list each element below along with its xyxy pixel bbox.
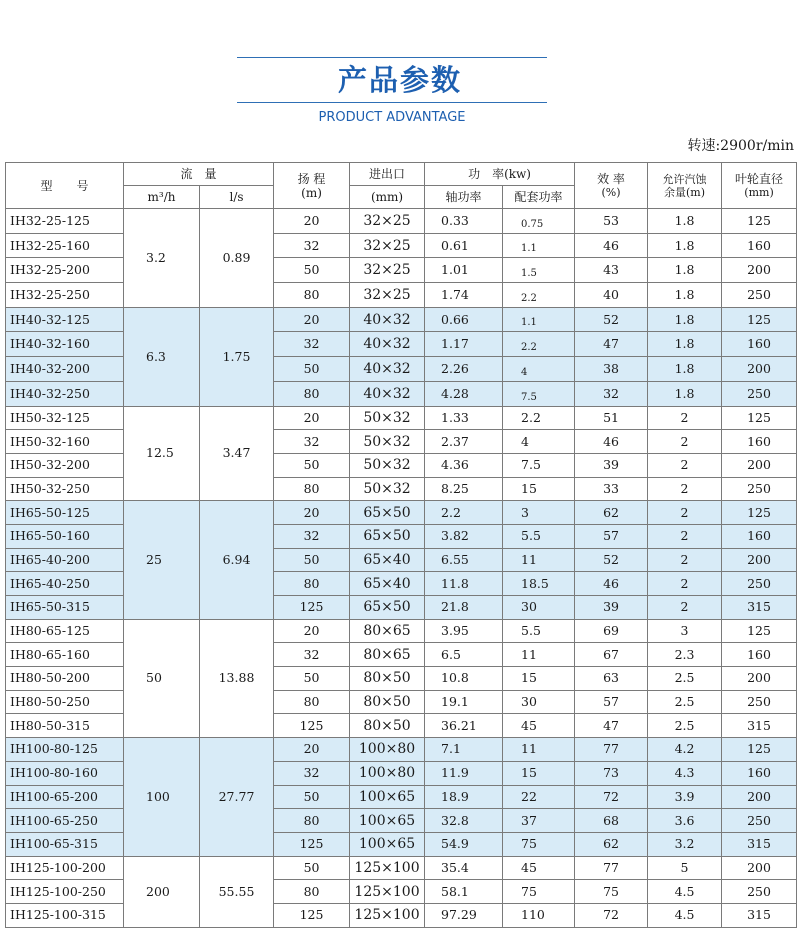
table-row — [6, 209, 797, 234]
cell-model: IH80-50-250 — [6, 690, 124, 714]
cell-impeller: 200 — [722, 357, 797, 382]
cell-port: 80×65 — [350, 619, 425, 643]
cell-efficiency: 46 — [575, 430, 648, 454]
product-parameter-table — [5, 162, 797, 928]
cell-impeller: 160 — [722, 761, 797, 785]
cell-matched-power: 1.1 — [503, 233, 575, 258]
cell-flow-ls: 55.55 — [200, 856, 274, 927]
cell-port: 50×32 — [350, 430, 425, 454]
cell-model: IH80-65-160 — [6, 643, 124, 667]
header-flow-ls: l/s — [200, 186, 274, 209]
cell-head: 32 — [274, 233, 350, 258]
cell-shaft-power: 8.25 — [425, 477, 503, 501]
cell-shaft-power: 97.29 — [425, 903, 503, 927]
cell-model: IH50-32-125 — [6, 406, 124, 430]
cell-flow-m3h: 200 — [124, 856, 200, 927]
cell-efficiency: 47 — [575, 714, 648, 738]
cell-impeller: 250 — [722, 381, 797, 406]
cell-port: 80×65 — [350, 643, 425, 667]
cell-matched-power: 75 — [503, 832, 575, 856]
table-row — [6, 738, 797, 762]
cell-matched-power: 15 — [503, 761, 575, 785]
cell-impeller: 315 — [722, 832, 797, 856]
cell-matched-power: 4 — [503, 430, 575, 454]
table-row — [6, 307, 797, 332]
header-flow-m3h: m³/h — [124, 186, 200, 209]
cell-model: IH125-100-250 — [6, 880, 124, 904]
cell-npsh: 2 — [648, 524, 722, 548]
cell-head: 50 — [274, 856, 350, 880]
cell-matched-power: 5.5 — [503, 524, 575, 548]
cell-shaft-power: 18.9 — [425, 785, 503, 809]
cell-shaft-power: 2.26 — [425, 357, 503, 382]
cell-head: 32 — [274, 332, 350, 357]
cell-model: IH65-40-200 — [6, 548, 124, 572]
cell-head: 32 — [274, 430, 350, 454]
header-npsh — [648, 163, 722, 209]
cell-head: 80 — [274, 690, 350, 714]
cell-impeller: 315 — [722, 596, 797, 620]
cell-npsh: 2 — [648, 430, 722, 454]
cell-matched-power: 2.2 — [503, 406, 575, 430]
cell-port: 100×80 — [350, 738, 425, 762]
cell-efficiency: 39 — [575, 596, 648, 620]
header-impeller-line1: 叶轮直径 — [735, 172, 784, 186]
cell-impeller: 160 — [722, 233, 797, 258]
cell-npsh: 2 — [648, 501, 722, 525]
cell-efficiency: 63 — [575, 667, 648, 691]
cell-npsh: 4.5 — [648, 880, 722, 904]
cell-shaft-power: 3.82 — [425, 524, 503, 548]
cell-impeller: 250 — [722, 283, 797, 308]
cell-port: 65×40 — [350, 572, 425, 596]
cell-head: 80 — [274, 809, 350, 833]
cell-efficiency: 75 — [575, 880, 648, 904]
cell-head: 125 — [274, 714, 350, 738]
cell-model: IH50-32-200 — [6, 453, 124, 477]
cell-model: IH32-25-200 — [6, 258, 124, 283]
cell-head: 80 — [274, 880, 350, 904]
cell-head: 50 — [274, 453, 350, 477]
header-power: 功 率(kw) — [425, 163, 575, 186]
cell-flow-m3h: 50 — [124, 619, 200, 737]
cell-npsh: 4.2 — [648, 738, 722, 762]
cell-npsh: 3.6 — [648, 809, 722, 833]
cell-model: IH100-65-315 — [6, 832, 124, 856]
table-row — [6, 856, 797, 880]
cell-impeller: 200 — [722, 785, 797, 809]
cell-model: IH80-50-315 — [6, 714, 124, 738]
header-efficiency-label: 效 率 — [597, 172, 625, 186]
header-efficiency — [575, 163, 648, 209]
rotation-speed: 转速:2900r/min — [687, 138, 794, 154]
cell-efficiency: 51 — [575, 406, 648, 430]
cell-efficiency: 43 — [575, 258, 648, 283]
cell-impeller: 200 — [722, 667, 797, 691]
cell-matched-power: 30 — [503, 690, 575, 714]
cell-impeller: 125 — [722, 501, 797, 525]
cell-port: 32×25 — [350, 209, 425, 234]
cell-efficiency: 33 — [575, 477, 648, 501]
table-body — [6, 209, 797, 928]
cell-npsh: 2.5 — [648, 690, 722, 714]
cell-impeller: 250 — [722, 477, 797, 501]
cell-npsh: 2 — [648, 548, 722, 572]
cell-efficiency: 39 — [575, 453, 648, 477]
cell-efficiency: 68 — [575, 809, 648, 833]
cell-npsh: 2 — [648, 406, 722, 430]
cell-efficiency: 46 — [575, 233, 648, 258]
cell-head: 20 — [274, 738, 350, 762]
cell-port: 80×50 — [350, 714, 425, 738]
cell-npsh: 1.8 — [648, 209, 722, 234]
cell-npsh: 1.8 — [648, 332, 722, 357]
cell-matched-power: 5.5 — [503, 619, 575, 643]
cell-npsh: 2 — [648, 596, 722, 620]
cell-head: 20 — [274, 619, 350, 643]
cell-flow-m3h: 25 — [124, 501, 200, 619]
header-port: 进出口 — [350, 163, 425, 186]
cell-efficiency: 62 — [575, 832, 648, 856]
cell-shaft-power: 2.2 — [425, 501, 503, 525]
cell-flow-m3h: 6.3 — [124, 307, 200, 406]
cell-shaft-power: 1.33 — [425, 406, 503, 430]
cell-head: 80 — [274, 381, 350, 406]
cell-impeller: 125 — [722, 619, 797, 643]
cell-shaft-power: 0.66 — [425, 307, 503, 332]
cell-npsh: 2 — [648, 453, 722, 477]
header-npsh-line2: 余量(m) — [664, 185, 706, 199]
table-row — [6, 406, 797, 430]
cell-head: 32 — [274, 643, 350, 667]
cell-matched-power: 22 — [503, 785, 575, 809]
cell-port: 80×50 — [350, 667, 425, 691]
cell-shaft-power: 21.8 — [425, 596, 503, 620]
header-head-unit: (m) — [301, 185, 322, 200]
title-bottom-rule — [237, 102, 547, 103]
cell-matched-power: 110 — [503, 903, 575, 927]
cell-efficiency: 52 — [575, 307, 648, 332]
cell-shaft-power: 6.5 — [425, 643, 503, 667]
header-head — [274, 163, 350, 209]
cell-impeller: 315 — [722, 903, 797, 927]
cell-npsh: 1.8 — [648, 258, 722, 283]
cell-matched-power: 1.5 — [503, 258, 575, 283]
cell-model: IH100-80-125 — [6, 738, 124, 762]
header-efficiency-unit: (%) — [601, 186, 621, 199]
cell-model: IH65-50-160 — [6, 524, 124, 548]
cell-flow-ls: 1.75 — [200, 307, 274, 406]
cell-port: 32×25 — [350, 258, 425, 283]
cell-npsh: 4.3 — [648, 761, 722, 785]
cell-head: 32 — [274, 761, 350, 785]
cell-model: IH65-40-250 — [6, 572, 124, 596]
cell-flow-ls: 0.89 — [200, 209, 274, 308]
cell-matched-power: 3 — [503, 501, 575, 525]
cell-shaft-power: 11.8 — [425, 572, 503, 596]
cell-model: IH125-100-200 — [6, 856, 124, 880]
cell-head: 50 — [274, 258, 350, 283]
cell-port: 125×100 — [350, 880, 425, 904]
cell-port: 65×50 — [350, 524, 425, 548]
cell-head: 32 — [274, 524, 350, 548]
cell-port: 100×65 — [350, 809, 425, 833]
cell-model: IH40-32-200 — [6, 357, 124, 382]
cell-impeller: 160 — [722, 524, 797, 548]
cell-head: 20 — [274, 209, 350, 234]
cell-model: IH32-25-160 — [6, 233, 124, 258]
cell-port: 40×32 — [350, 307, 425, 332]
cell-model: IH80-50-200 — [6, 667, 124, 691]
cell-port: 65×50 — [350, 596, 425, 620]
cell-impeller: 160 — [722, 643, 797, 667]
cell-port: 125×100 — [350, 903, 425, 927]
cell-head: 20 — [274, 307, 350, 332]
cell-shaft-power: 1.74 — [425, 283, 503, 308]
cell-impeller: 200 — [722, 548, 797, 572]
cell-npsh: 1.8 — [648, 233, 722, 258]
cell-flow-m3h: 3.2 — [124, 209, 200, 308]
cell-model: IH80-65-125 — [6, 619, 124, 643]
cell-flow-ls: 13.88 — [200, 619, 274, 737]
cell-flow-m3h: 12.5 — [124, 406, 200, 501]
cell-efficiency: 67 — [575, 643, 648, 667]
cell-efficiency: 32 — [575, 381, 648, 406]
cell-efficiency: 72 — [575, 785, 648, 809]
cell-npsh: 1.8 — [648, 283, 722, 308]
cell-impeller: 200 — [722, 453, 797, 477]
cell-impeller: 200 — [722, 856, 797, 880]
cell-head: 80 — [274, 283, 350, 308]
cell-flow-ls: 3.47 — [200, 406, 274, 501]
cell-shaft-power: 7.1 — [425, 738, 503, 762]
cell-port: 50×32 — [350, 406, 425, 430]
cell-matched-power: 75 — [503, 880, 575, 904]
cell-matched-power: 15 — [503, 667, 575, 691]
cell-npsh: 1.8 — [648, 307, 722, 332]
cell-port: 32×25 — [350, 233, 425, 258]
cell-model: IH100-80-160 — [6, 761, 124, 785]
cell-npsh: 2 — [648, 477, 722, 501]
cell-matched-power: 30 — [503, 596, 575, 620]
cell-npsh: 3.9 — [648, 785, 722, 809]
cell-npsh: 3 — [648, 619, 722, 643]
cell-efficiency: 72 — [575, 903, 648, 927]
cell-impeller: 160 — [722, 430, 797, 454]
cell-model: IH125-100-315 — [6, 903, 124, 927]
cell-shaft-power: 1.01 — [425, 258, 503, 283]
cell-shaft-power: 2.37 — [425, 430, 503, 454]
cell-efficiency: 62 — [575, 501, 648, 525]
cell-flow-ls: 27.77 — [200, 738, 274, 856]
cell-head: 80 — [274, 572, 350, 596]
cell-impeller: 250 — [722, 880, 797, 904]
cell-head: 50 — [274, 667, 350, 691]
cell-head: 125 — [274, 596, 350, 620]
cell-head: 20 — [274, 501, 350, 525]
cell-efficiency: 40 — [575, 283, 648, 308]
cell-npsh: 1.8 — [648, 357, 722, 382]
cell-matched-power: 11 — [503, 643, 575, 667]
cell-model: IH100-65-250 — [6, 809, 124, 833]
cell-head: 125 — [274, 903, 350, 927]
header-flow: 流 量 — [124, 163, 274, 186]
cell-matched-power: 15 — [503, 477, 575, 501]
header-npsh-line1: 允许汽蚀 — [662, 172, 707, 186]
cell-efficiency: 38 — [575, 357, 648, 382]
cell-port: 40×32 — [350, 381, 425, 406]
cell-matched-power: 11 — [503, 738, 575, 762]
cell-matched-power: 11 — [503, 548, 575, 572]
cell-matched-power: 37 — [503, 809, 575, 833]
cell-matched-power: 18.5 — [503, 572, 575, 596]
header-port-unit: (mm) — [350, 186, 425, 209]
cell-shaft-power: 10.8 — [425, 667, 503, 691]
cell-shaft-power: 35.4 — [425, 856, 503, 880]
page-subtitle: PRODUCT ADVANTAGE — [318, 110, 466, 125]
cell-efficiency: 57 — [575, 524, 648, 548]
cell-flow-ls: 6.94 — [200, 501, 274, 619]
header-shaft-power: 轴功率 — [425, 186, 503, 209]
cell-matched-power: 4 — [503, 357, 575, 382]
cell-shaft-power: 11.9 — [425, 761, 503, 785]
cell-port: 125×100 — [350, 856, 425, 880]
cell-matched-power: 7.5 — [503, 381, 575, 406]
cell-shaft-power: 0.33 — [425, 209, 503, 234]
cell-model: IH50-32-160 — [6, 430, 124, 454]
cell-model: IH65-50-125 — [6, 501, 124, 525]
cell-impeller: 250 — [722, 809, 797, 833]
cell-port: 80×50 — [350, 690, 425, 714]
cell-matched-power: 1.1 — [503, 307, 575, 332]
cell-efficiency: 53 — [575, 209, 648, 234]
cell-port: 40×32 — [350, 332, 425, 357]
cell-efficiency: 77 — [575, 738, 648, 762]
cell-matched-power: 45 — [503, 714, 575, 738]
cell-head: 50 — [274, 548, 350, 572]
cell-npsh: 5 — [648, 856, 722, 880]
cell-impeller: 160 — [722, 332, 797, 357]
cell-npsh: 3.2 — [648, 832, 722, 856]
table-row — [6, 501, 797, 525]
cell-port: 50×32 — [350, 477, 425, 501]
cell-npsh: 2.5 — [648, 714, 722, 738]
cell-efficiency: 47 — [575, 332, 648, 357]
cell-npsh: 4.5 — [648, 903, 722, 927]
cell-matched-power: 45 — [503, 856, 575, 880]
cell-head: 80 — [274, 477, 350, 501]
cell-impeller: 315 — [722, 714, 797, 738]
cell-shaft-power: 0.61 — [425, 233, 503, 258]
cell-model: IH40-32-125 — [6, 307, 124, 332]
cell-port: 65×40 — [350, 548, 425, 572]
cell-port: 40×32 — [350, 357, 425, 382]
cell-impeller: 125 — [722, 738, 797, 762]
cell-shaft-power: 19.1 — [425, 690, 503, 714]
cell-npsh: 2 — [648, 572, 722, 596]
cell-matched-power: 7.5 — [503, 453, 575, 477]
cell-shaft-power: 32.8 — [425, 809, 503, 833]
cell-head: 125 — [274, 832, 350, 856]
cell-port: 100×65 — [350, 832, 425, 856]
cell-model: IH50-32-250 — [6, 477, 124, 501]
header-head-label: 扬 程 — [297, 171, 326, 186]
cell-shaft-power: 4.36 — [425, 453, 503, 477]
cell-port: 50×32 — [350, 453, 425, 477]
cell-model: IH32-25-250 — [6, 283, 124, 308]
cell-impeller: 125 — [722, 209, 797, 234]
page-title: 产品参数 — [337, 63, 462, 97]
table-row — [6, 619, 797, 643]
cell-matched-power: 2.2 — [503, 332, 575, 357]
cell-head: 50 — [274, 785, 350, 809]
cell-impeller: 125 — [722, 406, 797, 430]
cell-shaft-power: 6.55 — [425, 548, 503, 572]
cell-impeller: 250 — [722, 690, 797, 714]
cell-model: IH32-25-125 — [6, 209, 124, 234]
cell-shaft-power: 58.1 — [425, 880, 503, 904]
cell-matched-power: 0.75 — [503, 209, 575, 234]
cell-npsh: 2.5 — [648, 667, 722, 691]
cell-efficiency: 57 — [575, 690, 648, 714]
cell-flow-m3h: 100 — [124, 738, 200, 856]
cell-efficiency: 46 — [575, 572, 648, 596]
cell-model: IH40-32-250 — [6, 381, 124, 406]
cell-impeller: 200 — [722, 258, 797, 283]
header-impeller — [722, 163, 797, 209]
cell-port: 65×50 — [350, 501, 425, 525]
cell-port: 100×65 — [350, 785, 425, 809]
cell-head: 50 — [274, 357, 350, 382]
cell-npsh: 2.3 — [648, 643, 722, 667]
cell-shaft-power: 4.28 — [425, 381, 503, 406]
header-matched-power: 配套功率 — [503, 186, 575, 209]
cell-efficiency: 52 — [575, 548, 648, 572]
cell-port: 32×25 — [350, 283, 425, 308]
cell-efficiency: 77 — [575, 856, 648, 880]
header-model: 型 号 — [6, 163, 124, 209]
cell-impeller: 250 — [722, 572, 797, 596]
cell-port: 100×80 — [350, 761, 425, 785]
cell-efficiency: 73 — [575, 761, 648, 785]
header-impeller-line2: (mm) — [744, 186, 774, 199]
cell-npsh: 1.8 — [648, 381, 722, 406]
cell-shaft-power: 1.17 — [425, 332, 503, 357]
cell-shaft-power: 3.95 — [425, 619, 503, 643]
cell-shaft-power: 54.9 — [425, 832, 503, 856]
cell-head: 20 — [274, 406, 350, 430]
cell-shaft-power: 36.21 — [425, 714, 503, 738]
cell-model: IH100-65-200 — [6, 785, 124, 809]
cell-model: IH65-50-315 — [6, 596, 124, 620]
cell-efficiency: 69 — [575, 619, 648, 643]
cell-matched-power: 2.2 — [503, 283, 575, 308]
cell-model: IH40-32-160 — [6, 332, 124, 357]
cell-impeller: 125 — [722, 307, 797, 332]
